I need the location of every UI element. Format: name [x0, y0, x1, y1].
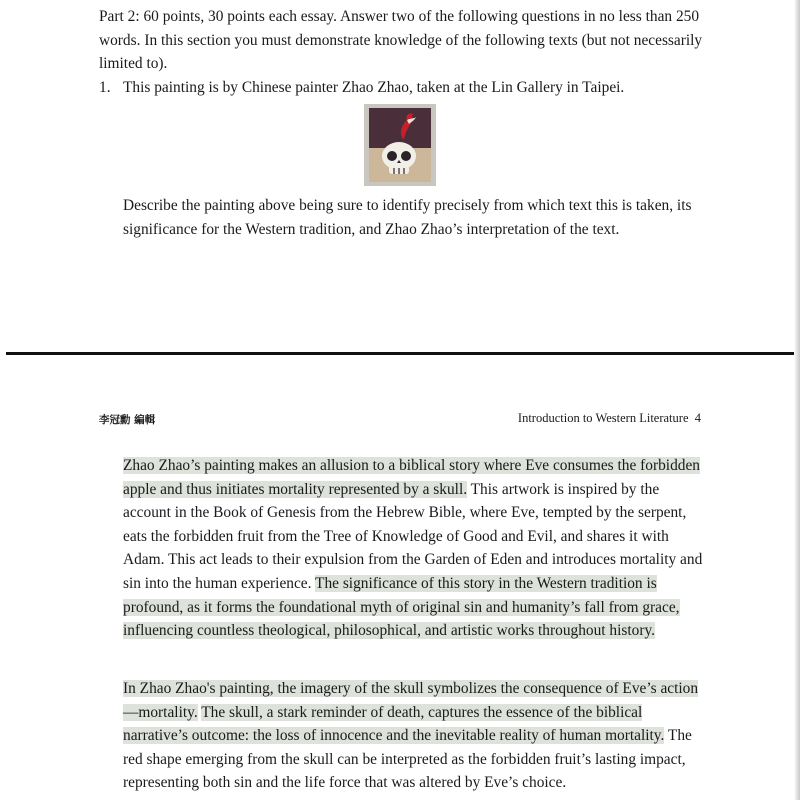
answer-segment: In Zhao Zhao's painting, the imagery of the skull symbolizes the consequence of Eve’s action—mortality.	[123, 680, 699, 721]
section-instructions: Part 2: 60 points, 30 points each essay. Answer two of the following questions in no less than 250 words. In this section you must demonstrate knowledge of the following texts (but not necessarily limited to).	[99, 8, 703, 72]
exam-page	[0, 0, 794, 352]
question-number: 1.	[99, 79, 111, 96]
question-1	[99, 76, 739, 100]
page-divider	[6, 352, 794, 355]
question-text: This painting is by Chinese painter Zhao Zhao, taken at the Lin Gallery in Taipei.	[123, 79, 625, 96]
page-number: 4	[694, 411, 701, 425]
header-course	[518, 411, 701, 426]
answer-segment: The red shape emerging from the skull can be interpreted as the forbidden fruit’s lasting impact, representing both sin and the life force that was altered by Eve’s choice.	[123, 727, 692, 792]
painting-image	[364, 104, 436, 186]
answer-paragraph-2	[123, 677, 703, 795]
skull-painting-illustration	[369, 108, 431, 182]
course-title: Introduction to Western Literature	[517, 411, 689, 425]
answer-segment: The significance of this story in the Western tradition is profound, as it forms the foundational myth of original sin and humanity’s fall from grace, influencing countless theological, philosophical, and artistic works throughout history.	[123, 574, 680, 640]
answer-segment: The skull, a stark reminder of death, captures the essence of the biblical narrative’s outcome: the loss of innocence and the inevitable reality of human mortality.	[123, 703, 665, 745]
question-prompt: Describe the painting above being sure to identify precisely from which text this is taken, its significance for the Western tradition, and Zhao Zhao’s interpretation of the text.	[123, 197, 692, 238]
page-edge-shadow	[794, 0, 800, 800]
answer-paragraph-1	[123, 454, 703, 643]
answer-segment: This artwork is inspired by the account in the Book of Genesis from the Hebrew Bible, where Eve, tempted by the serpent, eats the forbidden fruit from the Tree of Knowledge of Good and Evil, and shares it with Adam. This act leads to their expulsion from the Garden of Eden and introduces mortality and sin into the human experience.	[123, 480, 703, 592]
answer-segment: Zhao Zhao’s painting makes an allusion to a biblical story where Eve consumes the forbidden apple and thus initiates mortality represented by a skull.	[123, 457, 700, 498]
header-author: 李冠勳 編輯	[99, 414, 156, 426]
